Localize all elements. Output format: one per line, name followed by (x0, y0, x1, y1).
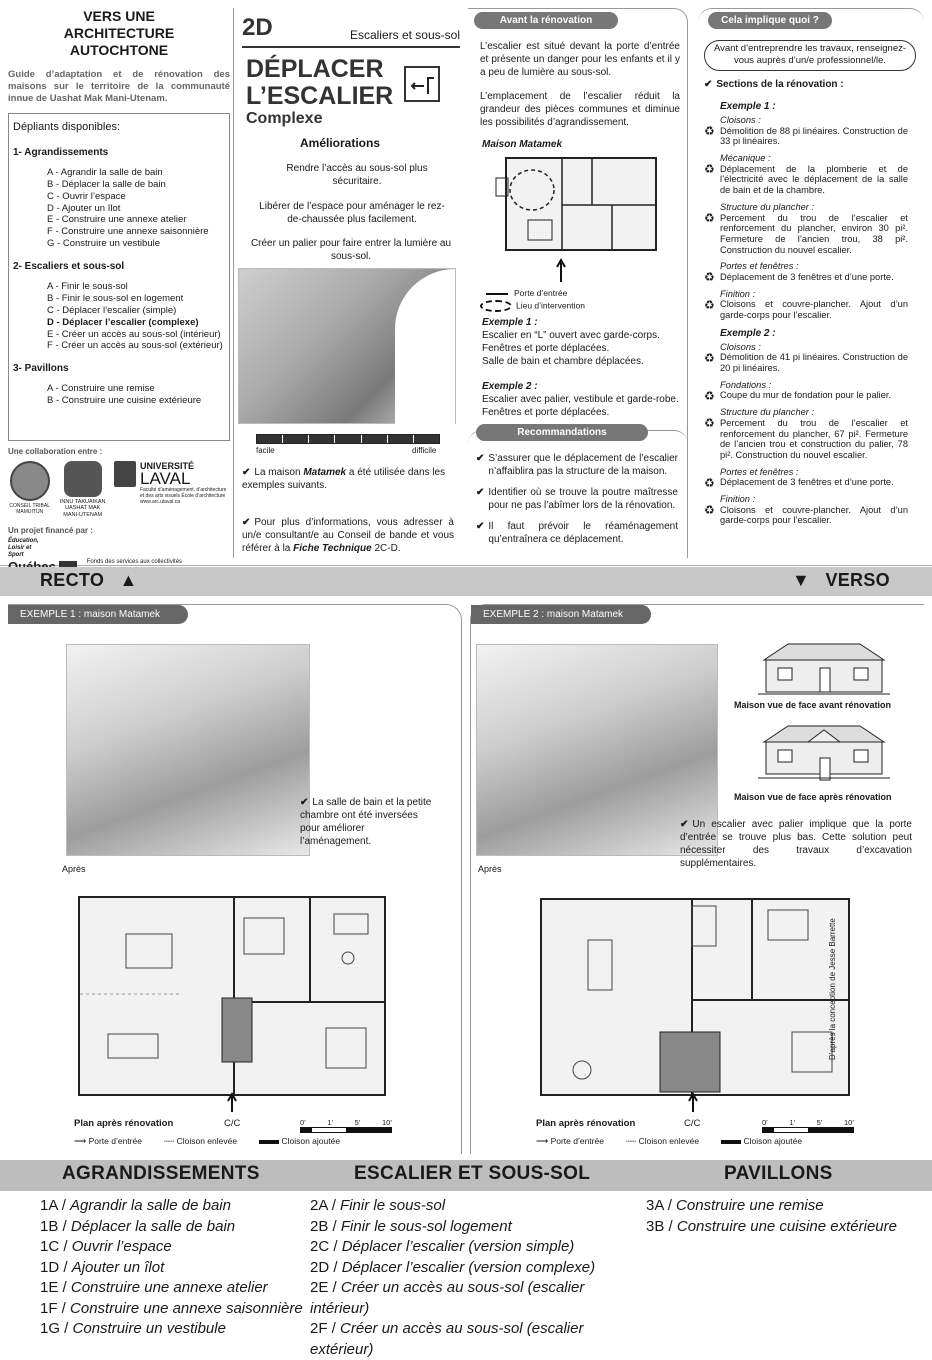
example1-line: Fenêtres et porte déplacées. (482, 343, 610, 354)
ex1-cc: C/C (224, 1118, 241, 1129)
scale-tick: 1’ (789, 1118, 796, 1127)
guide-title: VERS UNE ARCHITECTURE AUTOCHTONE (63, 8, 175, 58)
renovation-item-desc: Percement du trou de l’escalier et renforcement du plancher, 67 pi². Fermeture de l’ancien trou et construction du palier, 78 pi². Construction du nouvel escalier. (720, 417, 908, 460)
brochure-title: Construire un vestibule (72, 1320, 226, 1337)
legend-zone-label: Lieu d’intervention (516, 300, 585, 311)
scale-tick: 10’ (381, 1118, 392, 1127)
door-arrow-icon: ⟶ (536, 1136, 549, 1146)
renovation-item-title: Structure du plancher : (720, 407, 815, 418)
mamuitun-label: CONSEIL TRIBAL MAMUITUN (9, 502, 50, 515)
ex1-floorplan (78, 896, 386, 1096)
univ-label: UNIVERSITÉ (140, 460, 195, 471)
reco-item-text: S’assurer que le déplacement de l’escalier n’affaiblira pas la structure de la maison. (488, 453, 678, 477)
renovation-item-title: Cloisons : (720, 115, 761, 125)
sec2-list (13, 281, 225, 352)
brochure-item: 2D / Déplacer l’escalier (version complexe) (310, 1258, 596, 1276)
difficulty-scale (256, 434, 440, 444)
house-front-before (758, 638, 890, 698)
brochure-code: 2F (310, 1320, 328, 1337)
sec1-list (13, 167, 225, 250)
brochure-code: 1A (40, 1197, 58, 1214)
list-item: E - Construire une annexe atelier (47, 214, 187, 226)
guide-intro: Guide d’adaptation et de rénovation des maisons sur le territoire de la communauté innue de Uashat Mak Mani-Utenam. (8, 69, 230, 104)
legend-added-label: Cloison ajoutée (281, 1136, 341, 1146)
scale-tick: 10’ (843, 1118, 854, 1127)
main-title-line1: DÉPLACER (246, 55, 384, 83)
list-item: G - Construire un vestibule (47, 238, 160, 250)
recycle-icon: ♻ (704, 350, 715, 365)
dashed-wall-icon: ┄┄ (163, 1136, 175, 1146)
checkmark-icon: ✔ (680, 819, 689, 830)
ex2-header: EXEMPLE 2 : maison Matamek (471, 605, 651, 624)
note1-a: La maison (254, 467, 304, 478)
brochure-title: Construire une cuisine extérieure (676, 1217, 897, 1235)
sec2-title: 2- Escaliers et sous-sol (13, 261, 125, 273)
sections-title (704, 78, 844, 91)
legend-added-label: Cloison ajoutée (743, 1136, 803, 1146)
list-item: B - Déplacer la salle de bain (47, 178, 166, 190)
ex1-note-text: La salle de bain et la petite chambre ont été inversées pour améliorer l’aménagement. (300, 797, 432, 847)
scale-tick: 5’ (354, 1118, 361, 1127)
scale-easy: facile (256, 446, 275, 455)
recto-label-text: RECTO (40, 570, 105, 590)
brochure-title: Ajouter un îlot (71, 1258, 165, 1276)
renovation-item (704, 115, 908, 147)
reco-item (476, 520, 678, 546)
example-subtitle: Exemple 2 : (720, 327, 776, 339)
triangle-up-icon: ▲ (119, 570, 138, 590)
note-matamek (242, 466, 454, 492)
brochure-item: 2C / Déplacer l’escalier (version simple) (310, 1238, 575, 1255)
ex2-after: Après (478, 864, 502, 874)
scale-tick: 5’ (816, 1118, 823, 1127)
main-title (246, 56, 396, 128)
recycle-icon: ♻ (704, 416, 715, 431)
brochure-code: 3A (646, 1197, 664, 1214)
sec1-title: 1- Agrandissements (13, 146, 109, 158)
improvement-1: Rendre l’accès au sous-sol plus sécuritaire. (286, 163, 428, 187)
renovation-item-desc: Cloisons et couvre-plancher. Ajout d’un garde-corps pour l’escalier. (720, 299, 908, 320)
list-item: F - Construire une annexe saisonnière (47, 226, 209, 238)
brochure-code: 2A (310, 1197, 328, 1214)
renovation-item-title: Mécanique : (720, 153, 771, 164)
recycle-icon: ♻ (704, 502, 715, 517)
fund-label: Fonds des services aux collectivités (86, 559, 183, 566)
scale-tick: 1’ (327, 1118, 334, 1127)
example1-title: Exemple 1 : (482, 317, 538, 328)
recycle-icon: ♻ (704, 210, 715, 225)
entry-arrow-icon (555, 258, 567, 282)
renovation-item-title: Portes et fenêtres : (720, 466, 799, 477)
brochure-code: 1C (40, 1238, 60, 1255)
implies-bubble: Avant d’entreprendre les travaux, renseignez-vous auprès d’un/e professionnel/le. (704, 40, 916, 71)
ex2-cc: C/C (684, 1118, 701, 1129)
dashed-zone-icon (480, 300, 512, 312)
stair-move-icon (404, 66, 440, 102)
recycle-icon: ♻ (704, 475, 715, 490)
house-title: Maison Matamek (482, 139, 563, 150)
example2-title: Exemple 2 : (482, 381, 538, 392)
house-front-after-caption: Maison vue de face après rénovation (734, 792, 892, 802)
recto-label (40, 570, 138, 591)
solid-wall-icon (721, 1140, 741, 1144)
ex2-note (680, 818, 912, 870)
brochure-item: 1D / Ajouter un îlot (40, 1258, 165, 1276)
list-item: A - Construire une remise (47, 383, 155, 395)
renovation-item-title: Structure du plancher : (720, 201, 815, 212)
note1-b: Matamek (303, 467, 347, 478)
brochure-list-2 (310, 1196, 640, 1360)
mamuitun-emblem-icon (10, 461, 50, 501)
renovation-item (704, 201, 908, 255)
brochure-item: 1G / Construire un vestibule (40, 1320, 226, 1337)
ex1-3d-render (66, 644, 310, 856)
ex1-scale-bar (300, 1118, 392, 1133)
collab-label: Une collaboration entre : (8, 446, 103, 456)
brochure-item: 1A / Agrandir la salle de bain (40, 1197, 231, 1214)
list-item: C - Ouvrir l’espace (47, 190, 126, 202)
list-item: D - Ajouter un îlot (47, 202, 121, 214)
header-rule (242, 46, 460, 48)
legend-zone (480, 300, 585, 312)
brochure-item: 2A / Finir le sous-sol (310, 1197, 446, 1214)
brochure-code: 1B (40, 1217, 59, 1235)
brochure-code: 2E (310, 1279, 329, 1296)
recycle-icon: ♻ (704, 297, 715, 312)
recycle-icon: ♻ (704, 388, 715, 403)
faculty-label: Faculté d’aménagement, d’architecture et des arts visuels École d’architecture www.arc.ulaval.ca (140, 486, 227, 505)
list-item: E - Créer un accès au sous-sol (intérieur) (47, 328, 221, 340)
brochure-code: 3B (646, 1217, 665, 1235)
note2-c: 2C-D. (371, 543, 401, 554)
brochure-list-3 (646, 1196, 926, 1237)
house-front-before-caption: Maison vue de face avant rénovation (734, 700, 892, 710)
legend-door-label: Porte d’entrée (88, 1136, 142, 1146)
reco-item-text: Identifier où se trouve la poutre maîtresse pour ne pas l’abîmer lors de la rénovation. (488, 487, 678, 511)
category-2: ESCALIER ET SOUS-SOL (354, 1163, 591, 1184)
example1-line: Escalier en “L” ouvert avec garde-corps. (482, 330, 660, 341)
brochure-item: 1C / Ouvrir l’espace (40, 1238, 172, 1255)
example1-summary (482, 316, 682, 368)
ex1-legend (74, 1136, 414, 1147)
ex1-entry-arrow-icon (226, 1092, 238, 1112)
door-arrow-icon: ⟶ (74, 1136, 87, 1146)
brochure-list-1 (40, 1196, 310, 1340)
laval-crest-icon (114, 461, 136, 487)
recycle-icon: ♻ (704, 124, 715, 138)
legend-removed-label: Cloison enlevée (638, 1136, 700, 1146)
brochure-code: 1E (40, 1279, 59, 1296)
note2-b: Fiche Technique (293, 543, 372, 554)
brochure-item: 1F / Construire une annexe saisonnière (40, 1299, 303, 1317)
renovation-item (704, 493, 908, 526)
left-column (8, 8, 230, 566)
reco-header: Recommandations (476, 424, 648, 441)
renovation-item (704, 407, 908, 460)
ex1-plan-title: Plan après rénovation (74, 1118, 174, 1129)
example2-summary (482, 380, 682, 419)
reco-item (476, 452, 678, 478)
renovation-item (704, 288, 908, 321)
code-badge (242, 14, 302, 44)
renovation-item-title: Portes et fenêtres : (720, 261, 799, 272)
brochure-title: Construire une annexe saisonnière (70, 1299, 303, 1317)
main-subtitle: Complexe (246, 110, 323, 127)
renovation-item-title: Fondations : (720, 379, 772, 390)
brochure-title: Construire une annexe atelier (70, 1279, 268, 1296)
brochure-title: Agrandir la salle de bain (70, 1197, 231, 1214)
renovation-item (704, 466, 908, 490)
scale-hard: difficile (412, 446, 437, 455)
before-p2: L’emplacement de l’escalier réduit la grandeur des pièces communes et diminue les possibilités d’agrandissement. (480, 91, 680, 128)
brochure-title: Déplacer l’escalier (version simple) (341, 1238, 575, 1255)
ex1-note (300, 796, 436, 848)
ex1-after: Après (62, 864, 86, 874)
example1-line: Salle de bain et chambre déplacées. (482, 356, 644, 367)
brochure-code: 1F (40, 1299, 58, 1317)
legend-door-label: Porte d’entrée (514, 288, 568, 298)
example2-line: Escalier avec palier, vestibule et garde-robe. (482, 394, 679, 405)
list-item: F - Créer un accès au sous-sol (extérieur) (47, 340, 223, 352)
renovation-item (704, 261, 908, 285)
brochure-code: 2D (310, 1258, 330, 1276)
dashed-wall-icon: ┄┄ (625, 1136, 637, 1146)
renovation-item-desc: Percement du trou de l’escalier et renforcement du plancher, environ 30 pi². Fermeture de l’ancien trou, 38 pi². Construction du nouvel escalier. (720, 212, 908, 255)
ex2-legend (536, 1136, 876, 1147)
brochure-item: 1E / Construire une annexe atelier (40, 1279, 268, 1296)
house-front-after (758, 720, 890, 786)
list-item: B - Construire une cuisine extérieure (47, 395, 202, 407)
renovation-item-desc: Déplacement de la plomberie et de l’électricité avec le déplacement de la salle de bain et de la chambre. (720, 163, 908, 196)
example-subtitle: Exemple 1 : (720, 101, 776, 112)
laval-label: LAVAL (140, 468, 191, 488)
renovation-item-title: Cloisons : (720, 341, 761, 352)
renovation-item (704, 153, 908, 196)
brochure-title: Déplacer la salle de bain (70, 1217, 236, 1235)
renovation-item (704, 379, 908, 403)
sec3-title: 3- Pavillons (13, 363, 69, 375)
implies-header: Cela implique quoi ? (708, 12, 832, 29)
brochure-item: 2F / Créer un accès au sous-sol (escalier extérieur) (310, 1320, 584, 1358)
list-item: A - Finir le sous-sol (47, 281, 128, 293)
category-3: PAVILLONS (724, 1163, 833, 1184)
brochure-title: Finir le sous-sol logement (340, 1217, 512, 1235)
list-item: C - Déplacer l’escalier (simple) (47, 304, 177, 316)
brochure-title: Déplacer l’escalier (version complexe) (341, 1258, 596, 1276)
checkmark-icon: ✔ (476, 521, 485, 532)
innu-emblem-icon (64, 461, 102, 497)
code-label: 2D (242, 14, 273, 41)
credit: D’après la conception de Jesse Barrette (828, 918, 837, 1060)
scale-tick: 0’ (762, 1118, 768, 1127)
innu-logo (57, 461, 108, 519)
note1-c: a été utilisée dans les exemples suivants. (242, 467, 446, 491)
ex2-entry-arrow-icon (687, 1092, 699, 1112)
before-p1: L’escalier est situé devant la porte d’entrée et présente un danger pour les enfants et il y a peu de lumière au sous-sol. (480, 41, 680, 78)
house-floorplan-before (492, 150, 660, 262)
checkmark-icon: ✔ (704, 79, 713, 90)
brochure-code: 2B (310, 1217, 329, 1235)
sections-title-label: Sections de la rénovation : (716, 79, 844, 90)
verso-label (792, 570, 890, 591)
reco-item (476, 486, 678, 512)
checkmark-icon: ✔ (242, 517, 251, 528)
reco-item-text: Il faut prévoir le réaménagement qu’entraînera ce déplacement. (488, 521, 678, 545)
ex2-floorplan (540, 898, 850, 1096)
legend-removed-label: Cloison enlevée (176, 1136, 238, 1146)
ex2-note-text: Un escalier avec palier implique que la porte d’entrée se trouve plus bas. Cette solution peut nécessiter des travaux d’excavation supplémentaires. (680, 819, 912, 869)
renovation-item-desc: Cloisons et couvre-plancher. Ajout d’un garde-corps pour l’escalier. (720, 504, 908, 526)
renovation-item-desc: Déplacement de 3 fenêtres et d’une porte. (720, 271, 894, 282)
category-label: Escaliers et sous-sol (349, 28, 460, 42)
laval-logo (114, 461, 230, 505)
renovation-item (704, 341, 908, 374)
renovation-item-title: Finition : (720, 493, 756, 504)
brochure-code: 2C (310, 1238, 330, 1255)
brochure-title: Finir le sous-sol (340, 1197, 446, 1214)
available-box (8, 113, 230, 441)
main-title-line2: L’ESCALIER (246, 82, 394, 110)
brochure-item: 2E / Créer un accès au sous-sol (escalier intérieur) (310, 1279, 585, 1317)
innu-label: INNU TAKUAIKAN UASHAT MAK MANI-UTENAM (59, 498, 106, 518)
funded-label: Un projet financé par : (8, 526, 93, 536)
reco-list (476, 452, 678, 546)
example2-line: Fenêtres et porte déplacées. (482, 407, 610, 418)
before-header: Avant la rénovation (474, 12, 618, 29)
ex2-scale-bar (762, 1118, 854, 1133)
available-title: Dépliants disponibles: (13, 120, 121, 133)
divider-line-1 (233, 8, 234, 558)
improvements-title: Améliorations (300, 136, 381, 150)
recycle-icon: ♻ (704, 270, 715, 285)
quebec-ministry: Éducation, Loisir et Sport (8, 538, 39, 559)
recycle-icon: ♻ (704, 162, 715, 177)
checkmark-icon: ✔ (300, 797, 309, 808)
improvement-2: Libérer de l’espace pour aménager le rez-de-chaussée plus facilement. (259, 201, 445, 225)
legend-door-label: Porte d’entrée (550, 1136, 604, 1146)
ex2-plan-title: Plan après rénovation (536, 1118, 636, 1129)
solid-wall-icon (259, 1140, 279, 1144)
implies-list (704, 98, 908, 532)
brochure-code: 1D (40, 1258, 60, 1276)
door-arrow-icon (486, 293, 508, 295)
checkmark-icon: ✔ (476, 453, 485, 464)
stair-3d-image (238, 268, 456, 424)
checkmark-icon: ✔ (476, 487, 485, 498)
list-item: A - Agrandir la salle de bain (47, 166, 163, 178)
brochure-code: 1G (40, 1320, 61, 1337)
mamuitun-logo (8, 461, 51, 515)
checkmark-icon: ✔ (242, 467, 251, 478)
verso-label-text: VERSO (825, 570, 890, 590)
list-item: B - Finir le sous-sol en logement (47, 292, 184, 304)
category-1: AGRANDISSEMENTS (62, 1163, 260, 1184)
renovation-item-desc: Coupe du mur de fondation pour le palier. (720, 390, 892, 401)
improvement-3: Créer un palier pour faire entrer la lumière au sous-sol. (250, 238, 452, 262)
scale-tick: 0’ (300, 1118, 306, 1127)
renovation-item-desc: Déplacement de 3 fenêtres et d’une porte. (720, 477, 894, 488)
note2-a: Pour plus d’informations, vous adresser à un/e consultant/e au Conseil de bande et vous référer à la (242, 517, 454, 554)
list-item: D - Déplacer l’escalier (complexe) (47, 316, 199, 328)
legend-door (486, 288, 567, 299)
brochure-item: 3B / Construire une cuisine extérieure (646, 1217, 897, 1235)
ex1-header: EXEMPLE 1 : maison Matamek (8, 605, 188, 624)
renovation-item-desc: Démolition de 88 pi linéaires. Construction de 33 pi linéaires. (720, 125, 908, 147)
brochure-item: 3A / Construire une remise (646, 1197, 824, 1214)
sec3-list (13, 383, 225, 407)
brochure-title: Créer un accès au sous-sol (escalier intérieur) (310, 1279, 585, 1317)
triangle-down-icon: ▼ (792, 570, 811, 590)
note-consult (242, 516, 454, 555)
brochure-title: Construire une remise (676, 1197, 824, 1214)
brochure-title: Créer un accès au sous-sol (escalier extérieur) (310, 1320, 584, 1358)
logos-row (8, 461, 230, 519)
brochure-title: Ouvrir l’espace (71, 1238, 172, 1255)
brochure-item: 1B / Déplacer la salle de bain (40, 1217, 236, 1235)
renovation-item-title: Finition : (720, 288, 756, 299)
brochure-item: 2B / Finir le sous-sol logement (310, 1217, 512, 1235)
renovation-item-desc: Démolition de 41 pi linéaires. Construction de 20 pi linéaires. (720, 352, 908, 374)
